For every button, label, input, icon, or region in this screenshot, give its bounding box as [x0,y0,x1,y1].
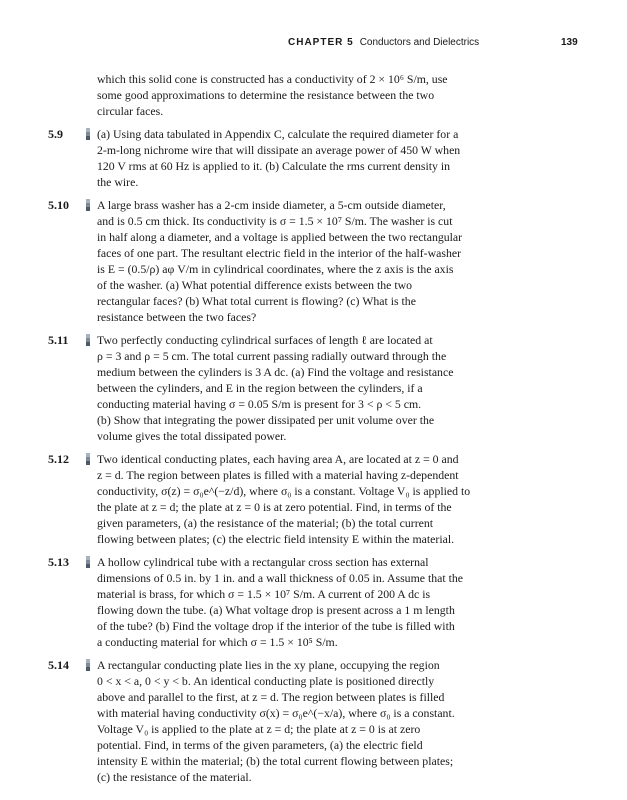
text-line: which this solid cone is constructed has a conductivity of 2 × 10⁶ S/m, use [97,72,448,86]
problem-text [97,197,487,325]
problem-item [0,554,627,650]
continuation-paragraph [97,71,487,119]
text-line: volume gives the total dissipated power. [97,429,287,443]
text-line: Two perfectly conducting cylindrical surfaces of length ℓ are located at [97,333,433,347]
text-line: rectangular faces? (b) What total current is flowing? (c) What is the [97,294,416,308]
text-line: A large brass washer has a 2-cm inside diameter, a 5-cm outside diameter, [97,198,446,212]
page-header [0,37,627,53]
text-line: faces of one part. The resultant electric field in the interior of the half-washer [97,246,462,260]
text-line: is E = (0.5/ρ) aφ V/m in cylindrical coordinates, where the z axis is the axis [97,262,454,276]
problem-number: 5.12 [48,452,69,466]
text-line: of the washer. (a) What potential difference exists between the two [97,278,413,292]
text-line: medium between the cylinders is 3 A dc. (a) Find the voltage and resistance [97,365,454,379]
text-line: conductivity, σ(z) = σ₀e^(−z/d), where σ₀ is a constant. Voltage V₀ is applied to [97,484,471,498]
text-line: Two identical conducting plates, each having area A, are located at z = 0 and [97,452,459,466]
problem-number: 5.11 [48,333,69,347]
text-line: above and parallel to the first, at z = d. The region between plates is filled [97,690,445,704]
text-line: A rectangular conducting plate lies in the xy plane, occupying the region [97,658,440,672]
text-line: (c) the resistance of the material. [97,770,252,784]
page-body [0,71,627,785]
difficulty-marker-icon [86,659,90,671]
text-line: of the tube? (b) Find the voltage drop if the interior of the tube is filled with [97,619,455,633]
problem-number: 5.14 [48,658,69,672]
text-line: with material having conductivity σ(x) = σ₀e^(−x/a), where σ₀ is a constant. [97,706,455,720]
problem-text [97,657,487,785]
text-line: material is brass, for which σ = 1.5 × 10⁷ S/m. A current of 200 A dc is [97,587,431,601]
text-line: (b) Show that integrating the power dissipated per unit volume over the [97,413,435,427]
page-number: 139 [561,37,578,48]
text-line: A hollow cylindrical tube with a rectangular cross section has external [97,555,429,569]
text-line: potential. Find, in terms of the given parameters, (a) the electric field [97,738,423,752]
text-line: ρ = 3 and ρ = 5 cm. The total current passing radially outward through the [97,349,447,363]
problem-text [97,554,487,650]
problem-item [0,332,627,444]
problem-number: 5.9 [48,127,63,141]
text-line: in half along a diameter, and a voltage is applied between the two rectangular [97,230,463,244]
problem-text [97,126,487,190]
text-line: 2-m-long nichrome wire that will dissipate an average power of 450 W when [97,143,461,157]
problem-item [0,657,627,785]
text-line: between the cylinders, and E in the region between the cylinders, if a [97,381,423,395]
difficulty-marker-icon [86,453,90,465]
text-line: resistance between the two faces? [97,310,257,324]
chapter-label: CHAPTER 5 [288,37,354,48]
text-line: (a) Using data tabulated in Appendix C, calculate the required diameter for a [97,127,459,141]
problem-number: 5.13 [48,555,69,569]
problem-item [0,197,627,325]
text-line: flowing between plates; (c) the electric field intensity E within the material. [97,532,455,546]
problem-list [0,126,627,785]
text-line: dimensions of 0.5 in. by 1 in. and a wall thickness of 0.05 in. Assume that the [97,571,463,585]
difficulty-marker-icon [86,199,90,211]
difficulty-marker-icon [86,128,90,140]
chapter-title: Conductors and Dielectrics [359,37,480,48]
chapter-heading [288,37,479,48]
text-line: 0 < x < a, 0 < y < b. An identical conducting plate is positioned directly [97,674,435,688]
text-line: 120 V rms at 60 Hz is applied to it. (b) Calculate the rms current density in [97,159,451,173]
problem-item [0,451,627,547]
problem-text [97,451,487,547]
problem-text [97,332,487,444]
text-line: the plate at z = d; the plate at z = 0 is at zero potential. Find, in terms of the [97,500,452,514]
text-line: a conducting material for which σ = 1.5 × 10⁵ S/m. [97,635,338,649]
text-line: the wire. [97,175,139,189]
text-line: z = d. The region between plates is filled with a material having z-dependent [97,468,459,482]
difficulty-marker-icon [86,334,90,346]
text-line: circular faces. [97,104,164,118]
text-line: and is 0.5 cm thick. Its conductivity is σ = 1.5 × 10⁷ S/m. The washer is cut [97,214,453,228]
problem-number: 5.10 [48,198,69,212]
problem-item [0,126,627,190]
difficulty-marker-icon [86,556,90,568]
text-line: Voltage V₀ is applied to the plate at z = d; the plate at z = 0 is at zero [97,722,421,736]
text-line: conducting material having σ = 0.05 S/m is present for 3 < ρ < 5 cm. [97,397,422,411]
text-line: some good approximations to determine the resistance between the two [97,88,435,102]
text-line: flowing down the tube. (a) What voltage drop is present across a 1 m length [97,603,455,617]
text-line: given parameters, (a) the resistance of the material; (b) the total current [97,516,434,530]
text-line: intensity E within the material; (b) the total current flowing between plates; [97,754,454,768]
